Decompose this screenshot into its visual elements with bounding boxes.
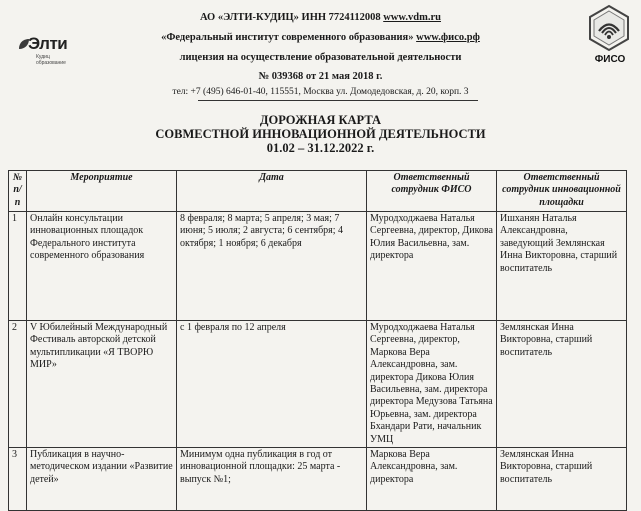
header-divider [198, 100, 478, 101]
column-header-fiso-responsible: Ответственный сотрудник ФИСО [367, 171, 497, 212]
institute-url-link[interactable]: www.фисо.рф [416, 32, 480, 43]
column-header-number: № п/п [9, 171, 27, 212]
row-event: Онлайн консультации инновационных площадок Федерального института современного образования [27, 212, 177, 321]
row-fiso-responsible: Муродходжаева Наталья Сергеевна, директор, Маркова Вера Александровна, зам. директора Дикова Юлия Васильевна, зам. директора директора Медузова Татьяна Юрьевна, зам. директора Бхандари Рати, начальник УМЦ [367, 321, 497, 448]
row-site-responsible: Ишханян Наталья Александровна, заведующий Землянская Инна Викторовна, старший воспитатель [497, 212, 627, 321]
table-row [9, 212, 627, 321]
column-header-date: Дата [177, 171, 367, 212]
row-number: 1 [9, 212, 27, 321]
elti-logo-subtext: Кудиц образование [36, 54, 66, 66]
title-line-3: 01.02 – 31.12.2022 г. [266, 141, 375, 155]
column-header-site-responsible: Ответственный сотрудник инновационной площадки [497, 171, 627, 212]
license-number: № 039368 от 21 мая 2018 г. [258, 71, 383, 82]
row-event: Публикация в научно-методическом издании «Развитие детей» [27, 448, 177, 511]
table-row [9, 448, 627, 511]
row-number: 2 [9, 321, 27, 448]
roadmap-table [8, 170, 627, 511]
row-date: Минимум одна публикация в год от инновационной площадки: 25 марта - выпуск №1; [177, 448, 367, 511]
institute-line: «Федеральный институт современного образования» www.фисо.рф [161, 32, 480, 43]
title-line-2: СОВМЕСТНОЙ ИННОВАЦИОННОЙ ДЕЯТЕЛЬНОСТИ [155, 127, 486, 141]
elti-logo-text: Элти [28, 34, 68, 53]
title-line-1: ДОРОЖНАЯ КАРТА [259, 113, 382, 127]
row-number: 3 [9, 448, 27, 511]
row-fiso-responsible: Маркова Вера Александровна, зам. директора [367, 448, 497, 511]
fiso-logo-text: ФИСО [594, 54, 626, 65]
row-date: с 1 февраля по 12 апреля [177, 321, 367, 448]
license-line: лицензия на осуществление образовательной деятельности [179, 52, 462, 63]
row-site-responsible: Землянская Инна Викторовна, старший воспитатель [497, 321, 627, 448]
row-fiso-responsible: Муродходжаева Наталья Сергеевна, директор, Дикова Юлия Васильевна, зам. директора [367, 212, 497, 321]
company-url-link[interactable]: www.vdm.ru [383, 12, 441, 23]
row-site-responsible: Землянская Инна Викторовна, старший воспитатель [497, 448, 627, 511]
table-row [9, 321, 627, 448]
row-event: V Юбилейный Международный Фестиваль авторской детской мультипликации «Я ТВОРЮ МИР» [27, 321, 177, 448]
contacts-line: тел: +7 (495) 646-01-40, 115551, Москва ул. Домодедовская, д. 20, корп. 3 [172, 87, 469, 97]
table-header-row [9, 171, 627, 212]
column-header-event: Мероприятие [27, 171, 177, 212]
row-date: 8 февраля; 8 марта; 5 апреля; 3 мая; 7 июня; 5 июля; 2 августа; 6 сентября; 4 октября; 1 ноября; 6 декабря [177, 212, 367, 321]
company-line: АО «ЭЛТИ-КУДИЦ» ИНН 7724112008 www.vdm.ru [200, 12, 441, 23]
